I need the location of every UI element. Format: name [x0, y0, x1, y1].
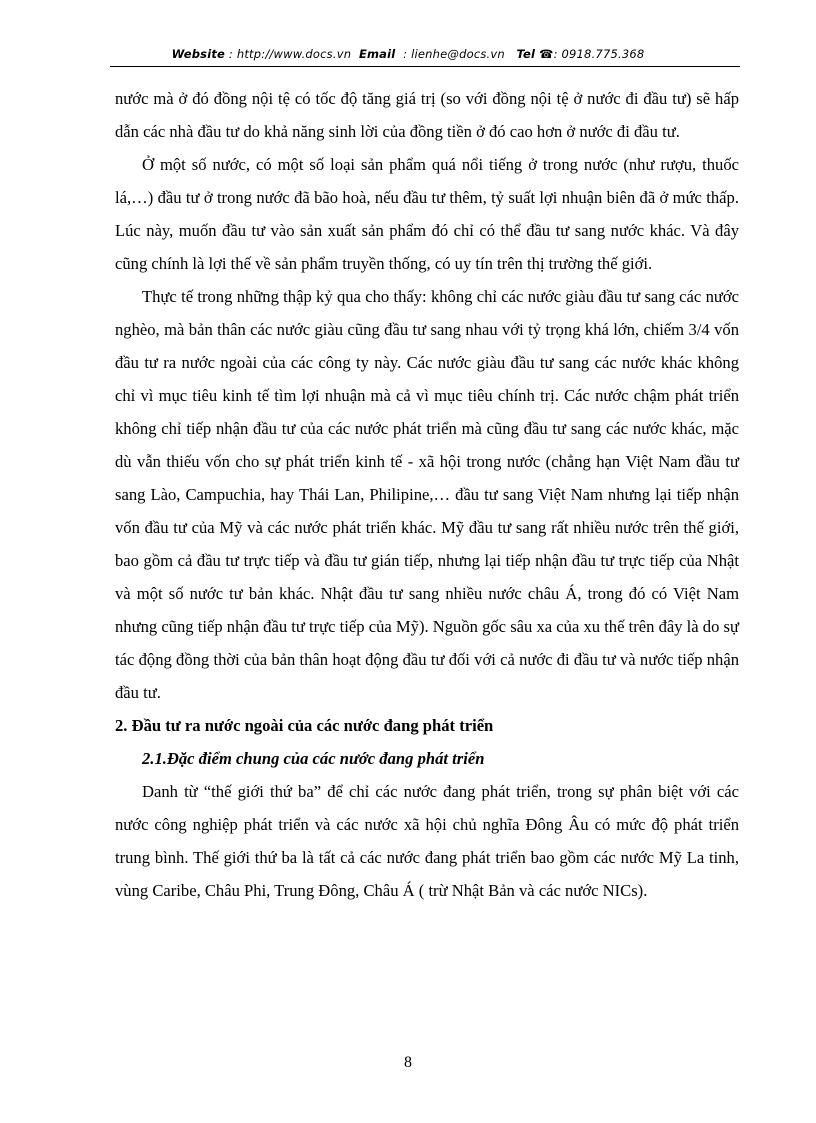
email-label: Email	[358, 47, 396, 61]
document-body	[115, 82, 739, 907]
paragraph-2: Ở một số nước, có một số loại sản phẩm quá nổi tiếng ở trong nước (như rượu, thuốc lá,…) đầu tư ở trong nước đã bão hoà, nếu đầu tư thêm, tỷ suất lợi nhuận biên đã ở mức thấp. Lúc này, muốn đầu tư vào sản xuất sản phẩm đó chỉ có thể đầu tư sang nước khác. Và đây cũng chính là lợi thế về sản phẩm truyền thống, có uy tín trên thị trường thế giới.	[115, 155, 739, 273]
tel-label: Tel	[516, 47, 536, 61]
phone-icon: ☎	[539, 47, 554, 61]
section-heading-2: 2. Đầu tư ra nước ngoài của các nước đang phát triển	[115, 716, 494, 735]
page-number: 8	[404, 1054, 412, 1071]
page-header	[0, 47, 816, 61]
section-heading-2-1: 2.1.Đặc điểm chung của các nước đang phát triển	[142, 749, 485, 768]
header-divider	[110, 66, 740, 67]
website-value: : http://www.docs.vn	[228, 47, 352, 61]
paragraph-1: nước mà ở đó đồng nội tệ có tốc độ tăng giá trị (so với đồng nội tệ ở nước đi đầu tư) sẽ hấp dẫn các nhà đầu tư do khả năng sinh lời của đồng tiền ở đó cao hơn ở nước đi đầu tư.	[115, 89, 739, 141]
email-value: : lienhe@docs.vn	[403, 47, 505, 61]
website-label: Website	[171, 47, 226, 61]
paragraph-4: Danh từ “thế giới thứ ba” để chỉ các nước đang phát triển, trong sự phân biệt với các nước công nghiệp phát triển và các nước xã hội chủ nghĩa Đông Âu có mức độ phát triển trung bình. Thế giới thứ ba là tất cả các nước đang phát triển bao gồm các nước Mỹ La tinh, vùng Caribe, Châu Phi, Trung Đông, Châu Á ( trừ Nhật Bản và các nước NICs).	[115, 782, 739, 900]
paragraph-3: Thực tế trong những thập kỷ qua cho thấy: không chỉ các nước giàu đầu tư sang các nước nghèo, mà bản thân các nước giàu cũng đầu tư sang nhau với tỷ trọng khá lớn, chiếm 3/4 vốn đầu tư ra nước ngoài của các công ty này. Các nước giàu đầu tư sang các nước khác không chỉ vì mục tiêu kinh tế tìm lợi nhuận mà cả vì mục tiêu chính trị. Các nước chậm phát triển không chỉ tiếp nhận đầu tư của các nước phát triển mà cũng đầu tư sang các nước khác, mặc dù vẫn thiếu vốn cho sự phát triển kinh tế - xã hội trong nước (chẳng hạn Việt Nam đầu tư sang Lào, Campuchia, hay Thái Lan, Philipine,… đầu tư sang Việt Nam nhưng lại tiếp nhận vốn đầu tư của Mỹ và các nước phát triển khác. Mỹ đầu tư sang rất nhiều nước trên thế giới, bao gồm cả đầu tư trực tiếp và đầu tư gián tiếp, nhưng lại tiếp nhận đầu tư trực tiếp của Nhật và một số nước tư bản khác. Nhật đầu tư sang nhiều nước châu Á, trong đó có Việt Nam nhưng cũng tiếp nhận đầu tư trực tiếp của Mỹ). Nguồn gốc sâu xa của xu thế trên đây là do sự tác động đồng thời của bản thân hoạt động đầu tư đối với cả nước đi đầu tư và nước tiếp nhận đầu tư.	[115, 287, 739, 702]
tel-value: : 0918.775.368	[553, 47, 645, 61]
